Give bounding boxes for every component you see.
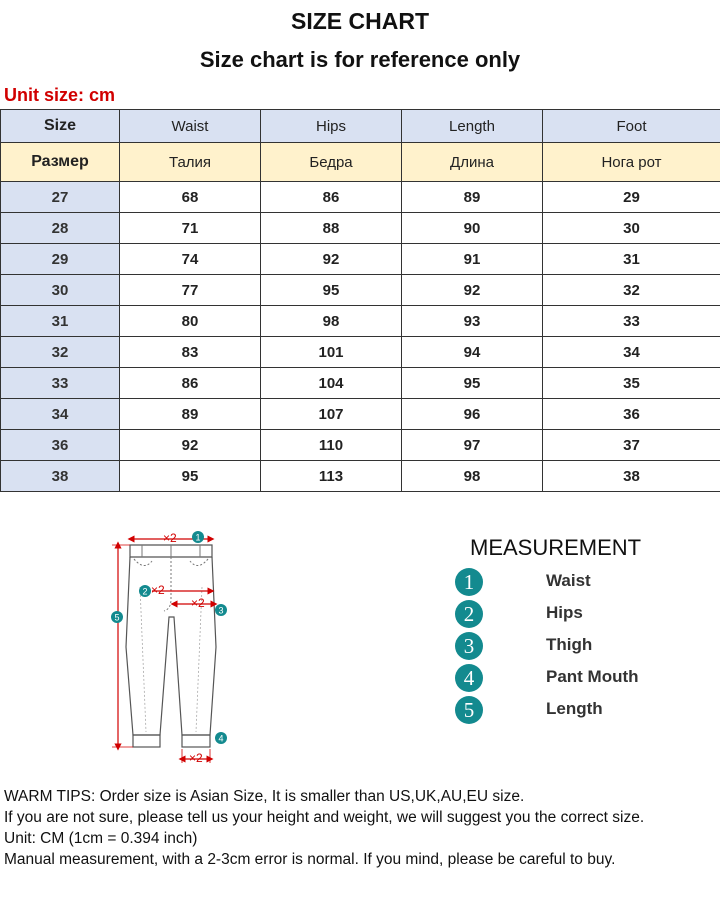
- cell-length: 93: [402, 306, 543, 337]
- mouth-multiplier: ×2: [189, 751, 203, 765]
- svg-text:4: 4: [218, 733, 224, 744]
- pants-diagram: [100, 527, 240, 772]
- measurement-item: [455, 600, 705, 630]
- svg-text:2: 2: [142, 586, 148, 597]
- table-row: [1, 430, 720, 461]
- cell-size: 38: [1, 461, 120, 492]
- table-row: [1, 275, 720, 306]
- marker-5-icon: [111, 611, 123, 623]
- cell-length: 97: [402, 430, 543, 461]
- svg-text:1: 1: [195, 532, 201, 543]
- cell-waist: 80: [120, 306, 261, 337]
- number-4-icon: 4: [455, 664, 483, 692]
- thigh-multiplier: ×2: [191, 596, 205, 610]
- measurement-item: [455, 696, 705, 726]
- cell-size: 36: [1, 430, 120, 461]
- cell-waist: 95: [120, 461, 261, 492]
- header-hips: Hips: [261, 110, 402, 143]
- waist-multiplier: ×2: [163, 531, 177, 545]
- measurement-title: MEASUREMENT: [470, 535, 642, 560]
- cell-size: 27: [1, 182, 120, 213]
- number-1-icon: 1: [455, 568, 483, 596]
- cell-waist: 89: [120, 399, 261, 430]
- table-row: [1, 461, 720, 492]
- cell-foot: 32: [543, 275, 720, 306]
- header-row-russian: [1, 143, 720, 182]
- header-size-ru: Размер: [1, 143, 120, 182]
- cell-length: 95: [402, 368, 543, 399]
- cell-waist: 86: [120, 368, 261, 399]
- cell-foot: 37: [543, 430, 720, 461]
- cell-hips: 92: [261, 244, 402, 275]
- table-row: [1, 368, 720, 399]
- cell-foot: 30: [543, 213, 720, 244]
- cell-foot: 38: [543, 461, 720, 492]
- header-length-ru: Длина: [402, 143, 543, 182]
- cell-waist: 77: [120, 275, 261, 306]
- cell-waist: 92: [120, 430, 261, 461]
- cell-size: 32: [1, 337, 120, 368]
- cell-length: 90: [402, 213, 543, 244]
- measurement-item: [455, 568, 705, 598]
- table-row: [1, 213, 720, 244]
- tip-line: WARM TIPS: Order size is Asian Size, It is smaller than US,UK,AU,EU size.: [4, 788, 525, 805]
- header-size: Size: [1, 110, 120, 143]
- cell-hips: 104: [261, 368, 402, 399]
- number-5-icon: 5: [455, 696, 483, 724]
- cell-waist: 83: [120, 337, 261, 368]
- cell-hips: 88: [261, 213, 402, 244]
- page-subtitle: Size chart is for reference only: [199, 47, 521, 72]
- marker-1-icon: [192, 531, 204, 543]
- cell-foot: 29: [543, 182, 720, 213]
- marker-2-icon: [139, 585, 151, 597]
- cell-foot: 33: [543, 306, 720, 337]
- svg-text:5: 5: [114, 612, 120, 623]
- cell-foot: 34: [543, 337, 720, 368]
- cell-hips: 86: [261, 182, 402, 213]
- marker-3-icon: [215, 604, 227, 616]
- tip-line: If you are not sure, please tell us your height and weight, we will suggest you the correct size.: [4, 809, 645, 826]
- number-3-icon: 3: [455, 632, 483, 660]
- header-foot-ru: Нога рот: [543, 143, 720, 182]
- cell-waist: 74: [120, 244, 261, 275]
- cell-length: 98: [402, 461, 543, 492]
- table-row: [1, 244, 720, 275]
- table-row: [1, 399, 720, 430]
- measurement-label: Thigh: [546, 635, 593, 654]
- page-title: SIZE CHART: [291, 8, 429, 34]
- warm-tips: [4, 786, 644, 870]
- cell-size: 34: [1, 399, 120, 430]
- measurement-label: Length: [546, 699, 603, 718]
- cell-hips: 98: [261, 306, 402, 337]
- cell-waist: 71: [120, 213, 261, 244]
- header-length: Length: [402, 110, 543, 143]
- cell-length: 96: [402, 399, 543, 430]
- cell-foot: 36: [543, 399, 720, 430]
- cell-hips: 95: [261, 275, 402, 306]
- cell-length: 94: [402, 337, 543, 368]
- number-2-icon: 2: [455, 600, 483, 628]
- table-row: [1, 306, 720, 337]
- tip-line: Unit: CM (1cm = 0.394 inch): [4, 830, 198, 847]
- size-chart-table: [0, 109, 720, 492]
- cell-foot: 31: [543, 244, 720, 275]
- cell-foot: 35: [543, 368, 720, 399]
- cell-hips: 101: [261, 337, 402, 368]
- header-foot: Foot: [543, 110, 720, 143]
- cell-size: 30: [1, 275, 120, 306]
- cell-length: 91: [402, 244, 543, 275]
- measurement-label: Hips: [546, 603, 583, 622]
- pants-outline-icon: [100, 527, 240, 772]
- measurement-label: Waist: [546, 571, 591, 590]
- cell-size: 28: [1, 213, 120, 244]
- unit-label: Unit size: cm: [4, 85, 116, 105]
- cell-size: 31: [1, 306, 120, 337]
- hips-multiplier: ×2: [151, 583, 165, 597]
- header-waist: Waist: [120, 110, 261, 143]
- measurement-item: [455, 664, 705, 694]
- cell-length: 89: [402, 182, 543, 213]
- cell-hips: 110: [261, 430, 402, 461]
- header-row-english: [1, 110, 720, 143]
- table-row: [1, 182, 720, 213]
- cell-size: 29: [1, 244, 120, 275]
- cell-hips: 113: [261, 461, 402, 492]
- cell-hips: 107: [261, 399, 402, 430]
- cell-waist: 68: [120, 182, 261, 213]
- cell-length: 92: [402, 275, 543, 306]
- svg-text:3: 3: [218, 605, 224, 616]
- header-hips-ru: Бедра: [261, 143, 402, 182]
- table-row: [1, 337, 720, 368]
- measurement-item: [455, 632, 705, 662]
- marker-4-icon: [215, 732, 227, 744]
- tip-line: Manual measurement, with a 2-3cm error is normal. If you mind, please be careful to buy.: [4, 851, 616, 868]
- cell-size: 33: [1, 368, 120, 399]
- header-waist-ru: Талия: [120, 143, 261, 182]
- measurement-label: Pant Mouth: [546, 667, 639, 686]
